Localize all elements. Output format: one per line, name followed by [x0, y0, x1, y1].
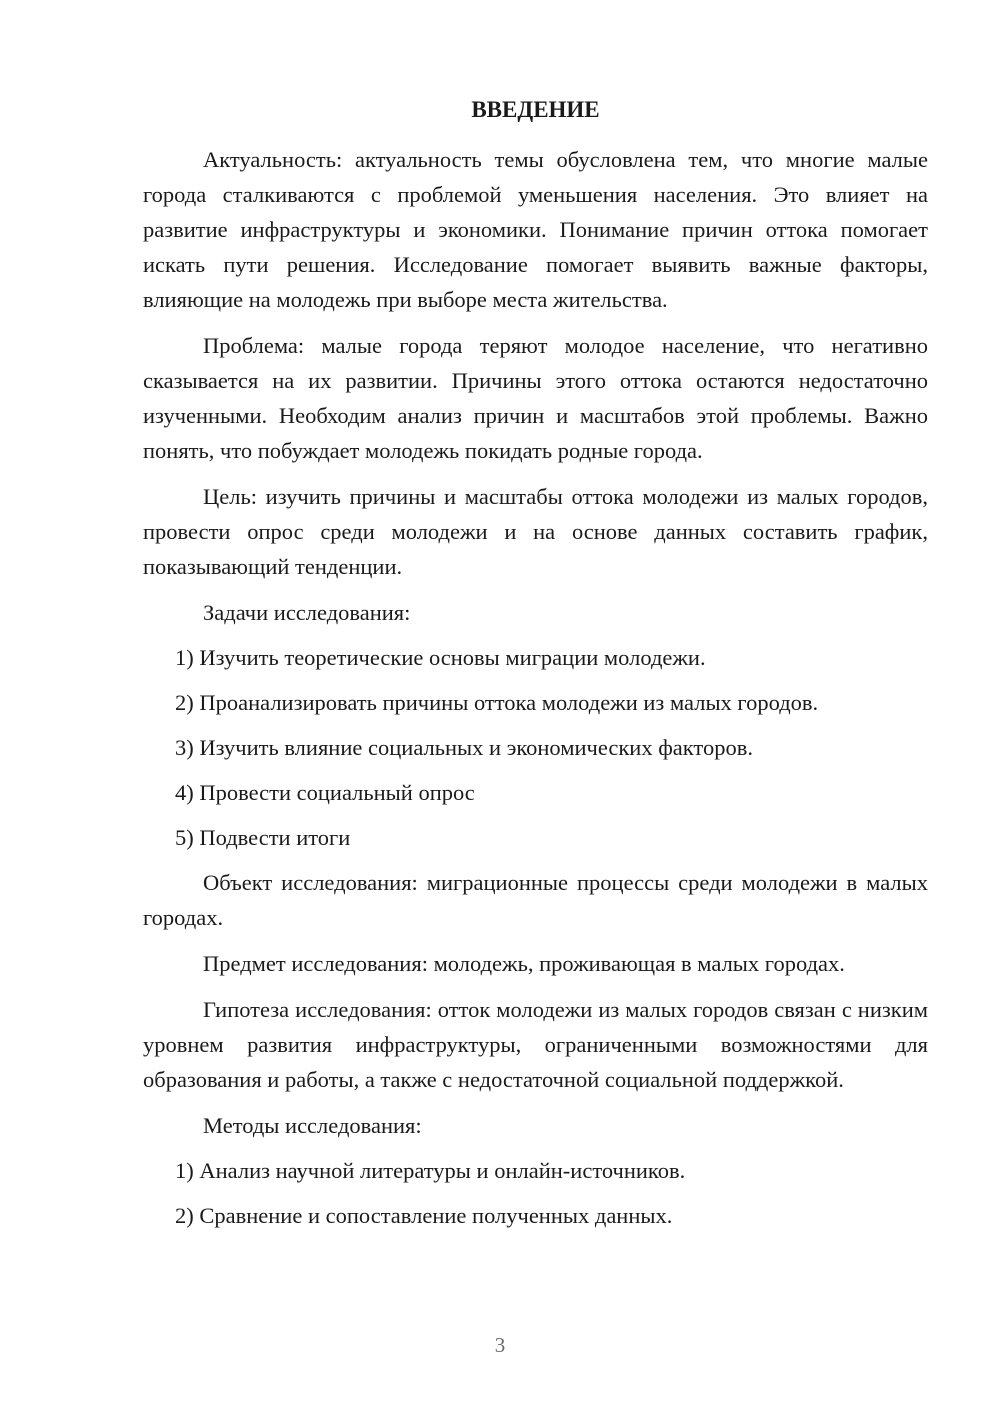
goal-paragraph: Цель: изучить причины и масштабы оттока молодежи из малых городов, провести опрос среди молодежи и на основе данных составить график, показывающий тенденции.	[143, 484, 928, 579]
section-heading: ВВЕДЕНИЕ	[471, 97, 600, 122]
method-item: 2) Сравнение и сопоставление полученных данных.	[175, 1203, 673, 1228]
tasks-label: Задачи исследования:	[203, 600, 411, 625]
task-item: 2) Проанализировать причины оттока молодежи из малых городов.	[175, 690, 819, 715]
methods-label: Методы исследования:	[203, 1113, 422, 1138]
task-item: 5) Подвести итоги	[175, 825, 351, 850]
object-paragraph: Объект исследования: миграционные процессы среди молодежи в малых городах.	[143, 870, 928, 930]
subject-paragraph: Предмет исследования: молодежь, проживающая в малых городах.	[203, 951, 845, 976]
task-item: 1) Изучить теоретические основы миграции молодежи.	[175, 645, 706, 670]
hypothesis-paragraph: Гипотеза исследования: отток молодежи из малых городов связан с низким уровнем развития инфраструктуры, ограниченными возможностями для образования и работы, а также с недостаточной социальной поддержкой.	[143, 997, 928, 1092]
task-item: 4) Провести социальный опрос	[175, 780, 475, 805]
problem-paragraph: Проблема: малые города теряют молодое население, что негативно сказывается на их развитии. Причины этого оттока остаются недостаточно изученными. Необходим анализ причин и масштабов этой проблемы. Важно понять, что побуждает молодежь покидать родные города.	[143, 333, 928, 463]
relevance-paragraph: Актуальность: актуальность темы обусловлена тем, что многие малые города сталкиваются с проблемой уменьшения населения. Это влияет на развитие инфраструктуры и экономики. Понимание причин оттока помогает искать пути решения. Исследование помогает выявить важные факторы, влияющие на молодежь при выборе места жительства.	[143, 147, 928, 312]
page-number: 3	[494, 1333, 506, 1357]
document-page	[143, 95, 928, 1243]
task-item: 3) Изучить влияние социальных и экономических факторов.	[175, 735, 753, 760]
method-item: 1) Анализ научной литературы и онлайн-источников.	[175, 1158, 686, 1183]
